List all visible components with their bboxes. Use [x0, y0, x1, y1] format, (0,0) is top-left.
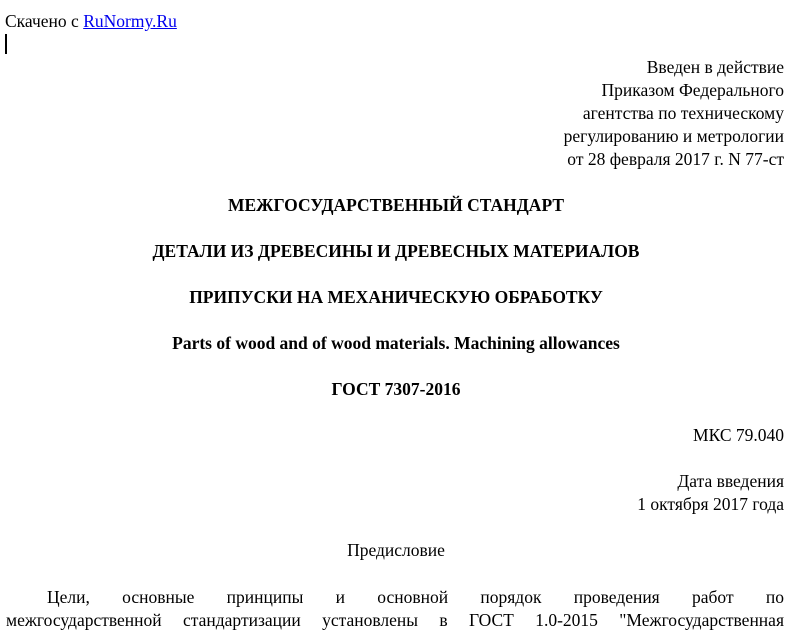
enactment-line: Приказом Федерального: [601, 80, 784, 100]
standard-code: ГОСТ 7307-2016: [331, 379, 461, 399]
source-line: [5, 10, 177, 32]
enactment-line: от 28 февраля 2017 г. N 77-ст: [567, 149, 784, 169]
intro-date-value: 1 октября 2017 года: [637, 494, 784, 514]
source-prefix: Скачено с: [5, 11, 84, 31]
title-line-2: ПРИПУСКИ НА МЕХАНИЧЕСКУЮ ОБРАБОТКУ: [189, 287, 603, 307]
enactment-block: [564, 56, 784, 171]
foreword-line-1: Цели, основные принципы и основной порядок проведения работ по: [47, 587, 784, 607]
enactment-line: регулированию и метрологии: [563, 126, 784, 146]
source-link[interactable]: RuNormy.Ru: [83, 11, 177, 31]
enactment-line: Введен в действие: [646, 57, 784, 77]
title-english: Parts of wood and of wood materials. Machining allowances: [172, 333, 620, 353]
mks-code: МКС 79.040: [693, 425, 784, 445]
standard-type-heading: МЕЖГОСУДАРСТВЕННЫЙ СТАНДАРТ: [227, 195, 565, 215]
intro-date-label: Дата введения: [677, 471, 784, 491]
foreword-line-2: межгосударственной стандартизации установлены в ГОСТ 1.0-2015 "Межгосударственная: [6, 610, 784, 630]
foreword-paragraph: [6, 586, 784, 632]
text-cursor: [5, 34, 7, 54]
foreword-title: Предисловие: [347, 540, 445, 560]
title-line-1: ДЕТАЛИ ИЗ ДРЕВЕСИНЫ И ДРЕВЕСНЫХ МАТЕРИАЛОВ: [152, 241, 640, 261]
enactment-line: агентства по техническому: [582, 103, 784, 123]
